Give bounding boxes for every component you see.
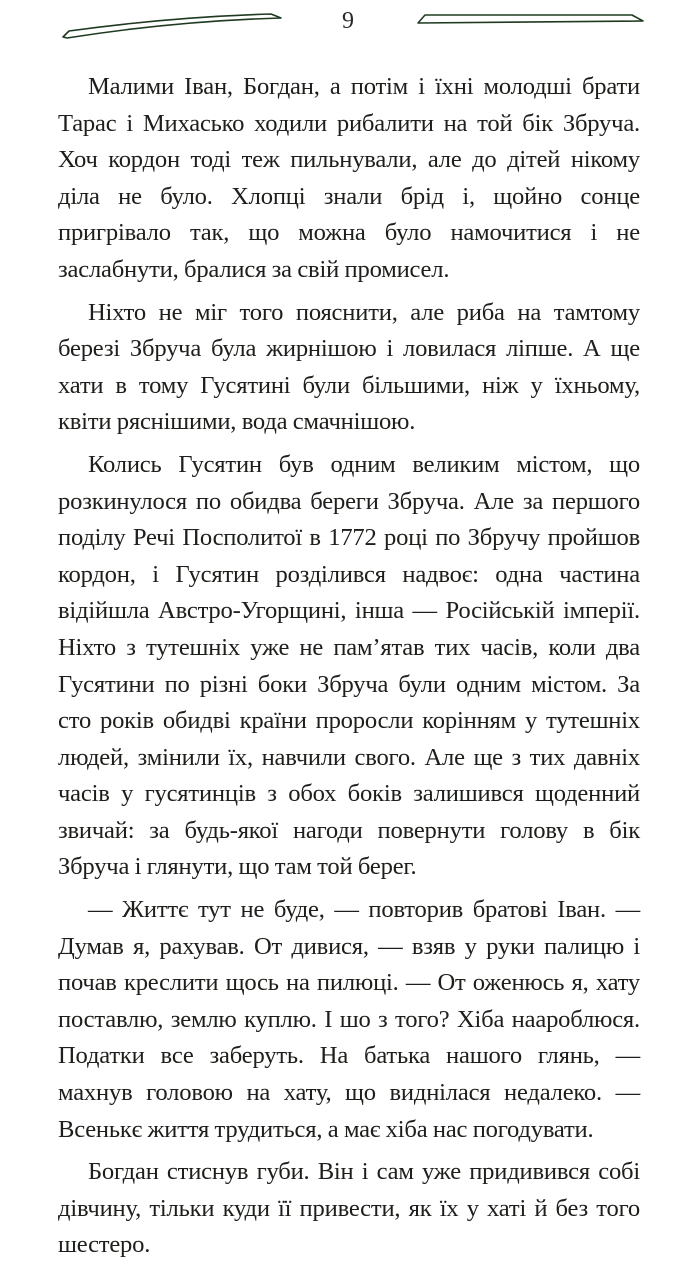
right-ornament-line-icon — [0, 0, 676, 45]
page-text — [58, 69, 640, 1264]
paragraph: — Життє тут не буде, — повторив братові Іван. — Думав я, рахував. От дивися, — взяв у руки палицю і почав креслити щось на пилюці. — От оженюсь я, хату поставлю, землю куплю. І шо з того? Хіба наароблюся. Податки все заберуть. На батька нашого глянь, — махнув головою на хату, що виднілася недалеко. — Всенькє життя трудиться, а має хіба нас погодувати. — [58, 896, 640, 1143]
page-number: 9 — [342, 8, 354, 34]
page-header — [0, 0, 676, 50]
paragraph: Малими Іван, Богдан, а потім і їхні молодші брати Тарас і Михасько ходили рибалити на той бік Збруча. Хоч кордон тоді теж пильнували, але до дітей нікому діла не було. Хлопці знали брід і, щойно сонце пригрівало так, що можна було намочитися і не заслабнути, бралися за свій промисел. — [58, 73, 640, 283]
paragraph: Колись Гусятин був одним великим містом, що розкинулося по обидва береги Збруча. Але за першого поділу Речі Посполитої в 1772 році по Збручу пройшов кордон, і Гусятин розділився надвоє: одна частина відійшла Австро-Угорщині, інша — Російській імперії. Ніхто з тутешніх уже не пам’ятав тих часів, коли два Гусятини по різні боки Збруча були одним містом. За сто років обидві країни проросли корінням у тутешніх людей, змінили їх, навчили свого. Але ще з тих давніх часів у гусятинців з обох боків залишився щоденний звичай: за будь-якої нагоди повернути голову в бік Збруча і глянути, що там той берег. — [58, 450, 640, 881]
paragraph: Ніхто не міг того пояснити, але риба на тамтому березі Збруча була жирнішою і ловилася ліпше. А ще хати в тому Гусятині були більшими, ніж у їхньому, квіти ряснішими, вода смачнішою. — [58, 298, 640, 436]
paragraph: Богдан стиснув губи. Він і сам уже придивився собі дівчину, тільки куди її привести, як їх у хаті й без того шестеро. — [58, 1158, 640, 1259]
